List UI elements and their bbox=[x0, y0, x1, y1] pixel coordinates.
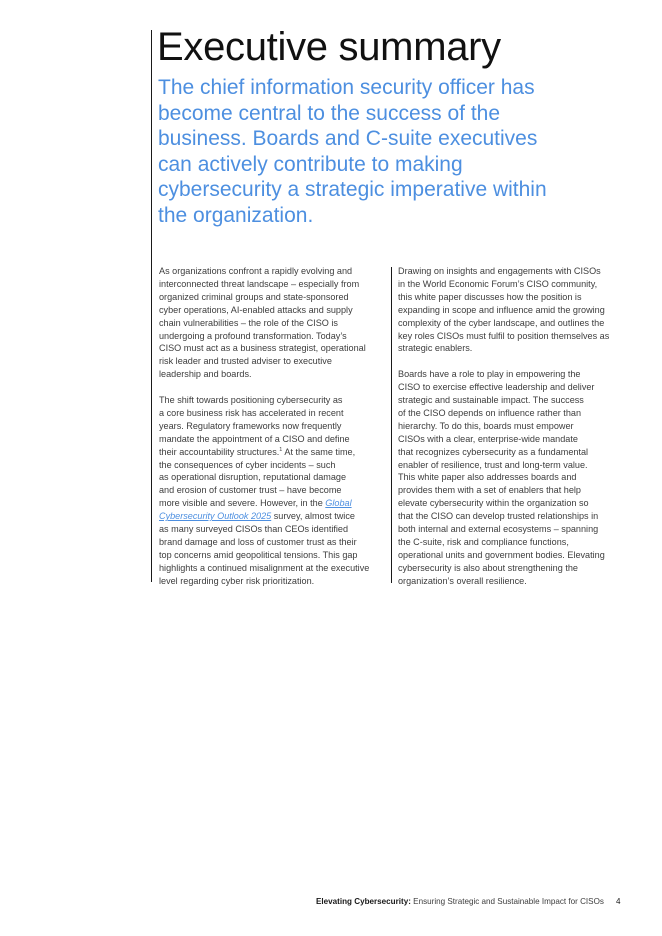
text-line: both internal and external ecosystems – spanning bbox=[398, 524, 599, 535]
text-line bbox=[159, 510, 387, 523]
text-line: Boards have a role to play in empowering the bbox=[398, 369, 581, 380]
text-line: operational units and government bodies. Elevating bbox=[398, 549, 605, 560]
lead-line: become central to the success of the bbox=[158, 101, 501, 125]
text-line: interconnected threat landscape – especially from bbox=[159, 278, 360, 289]
text-line: leadership and boards. bbox=[159, 369, 252, 380]
left-paragraph-2 bbox=[159, 394, 387, 588]
text-line: strategic and sustainable impact. The success bbox=[398, 395, 584, 406]
text-fragment: more visible and severe. However, in the bbox=[159, 498, 326, 509]
text-line: of the CISO depends on influence rather than bbox=[398, 407, 582, 418]
text-line: risk leader and trusted adviser to executive bbox=[159, 356, 332, 367]
right-paragraph-2 bbox=[398, 368, 628, 587]
text-line: elevate cybersecurity within the organization so bbox=[398, 498, 589, 509]
text-line: complexity of the cyber landscape, and outlines the bbox=[398, 317, 605, 328]
footer-title-bold: Elevating Cybersecurity: bbox=[316, 897, 411, 906]
left-vertical-rule bbox=[151, 30, 152, 582]
text-line: brand damage and loss of customer trust as their bbox=[159, 537, 357, 548]
text-line: the C-suite, risk and compliance functions, bbox=[398, 537, 569, 548]
text-line: highlights a continued misalignment at the executive bbox=[159, 562, 370, 573]
footer-running-title bbox=[316, 897, 604, 907]
text-line: CISO to exercise effective leadership and deliver bbox=[398, 382, 595, 393]
lead-line: the organization. bbox=[158, 203, 314, 227]
text-line: that recognizes cybersecurity as a fundamental bbox=[398, 446, 589, 457]
text-line: a core business risk has accelerated in recent bbox=[159, 407, 344, 418]
text-line: as many surveyed CISOs than CEOs identified bbox=[159, 524, 349, 535]
text-line: that the CISO can develop trusted relationships in bbox=[398, 511, 599, 522]
page-number: 4 bbox=[616, 897, 621, 906]
left-column bbox=[159, 265, 387, 601]
text-line bbox=[159, 446, 387, 459]
column-divider bbox=[391, 267, 392, 583]
text-line: cyber operations, AI-enabled attacks and supply bbox=[159, 304, 353, 315]
text-line: expanding in scope and influence amid the growing bbox=[398, 304, 605, 315]
lead-line: business. Boards and C-suite executives bbox=[158, 127, 538, 150]
text-line: strategic enablers. bbox=[398, 343, 473, 354]
text-line: provides them with a set of enablers that help bbox=[398, 485, 581, 496]
text-line: CISOs with a clear, enterprise-wide mandate bbox=[398, 433, 578, 444]
lead-line: can actively contribute to making bbox=[158, 152, 463, 176]
text-line: enabler of resilience, trust and long-term value. bbox=[398, 459, 588, 470]
text-line: in the World Economic Forum’s CISO community, bbox=[398, 278, 598, 289]
text-line: key roles CISOs must fulfil to position themselves as bbox=[398, 330, 610, 341]
text-line: chain vulnerabilities – the role of the CISO is bbox=[159, 317, 338, 328]
left-paragraph-1 bbox=[159, 265, 387, 381]
text-fragment: At the same time, bbox=[282, 446, 356, 457]
text-line: mandate the appointment of a CISO and define bbox=[159, 433, 350, 444]
text-line: undergoing a profound transformation. Today’s bbox=[159, 330, 347, 341]
page-title: Executive summary bbox=[157, 25, 501, 69]
text-line: this white paper discusses how the position is bbox=[398, 291, 582, 302]
text-line: organized criminal groups and state-sponsored bbox=[159, 291, 349, 302]
lead-line: cybersecurity a strategic imperative within bbox=[158, 178, 547, 201]
text-line: Drawing on insights and engagements with CISOs bbox=[398, 266, 601, 276]
lead-paragraph bbox=[158, 75, 578, 228]
text-line: As organizations confront a rapidly evolving and bbox=[159, 266, 353, 276]
text-line: top concerns amid geopolitical tensions. This gap bbox=[159, 549, 358, 560]
text-line: years. Regulatory frameworks now frequently bbox=[159, 420, 342, 431]
text-line: hierarchy. To do this, boards must empower bbox=[398, 420, 574, 431]
text-line: This white paper also addresses boards and bbox=[398, 472, 577, 483]
text-line: as operational disruption, reputational damage bbox=[159, 472, 347, 483]
text-line bbox=[159, 497, 387, 510]
lead-line: The chief information security officer has bbox=[158, 76, 535, 99]
text-line: cybersecurity is also about strengthening the bbox=[398, 562, 578, 573]
text-fragment: survey, almost twice bbox=[271, 511, 355, 522]
text-fragment: their accountability structures. bbox=[159, 446, 280, 457]
text-line: the consequences of cyber incidents – such bbox=[159, 459, 336, 470]
right-column bbox=[398, 265, 628, 601]
text-line: and erosion of customer trust – have become bbox=[159, 485, 342, 496]
global-cybersecurity-outlook-link[interactable]: Global bbox=[325, 498, 352, 509]
text-line: level regarding cyber risk prioritization. bbox=[159, 575, 315, 586]
text-line: organization’s overall resilience. bbox=[398, 575, 527, 586]
right-paragraph-1 bbox=[398, 265, 628, 355]
footer-title-rest: Ensuring Strategic and Sustainable Impact for CISOs bbox=[410, 897, 604, 906]
text-line: CISO must act as a business strategist, operational bbox=[159, 343, 366, 354]
global-cybersecurity-outlook-link-cont[interactable]: Cybersecurity Outlook 2025 bbox=[159, 511, 272, 522]
footnote-marker[interactable]: 1 bbox=[279, 446, 283, 453]
text-line: The shift towards positioning cybersecurity as bbox=[159, 395, 343, 406]
